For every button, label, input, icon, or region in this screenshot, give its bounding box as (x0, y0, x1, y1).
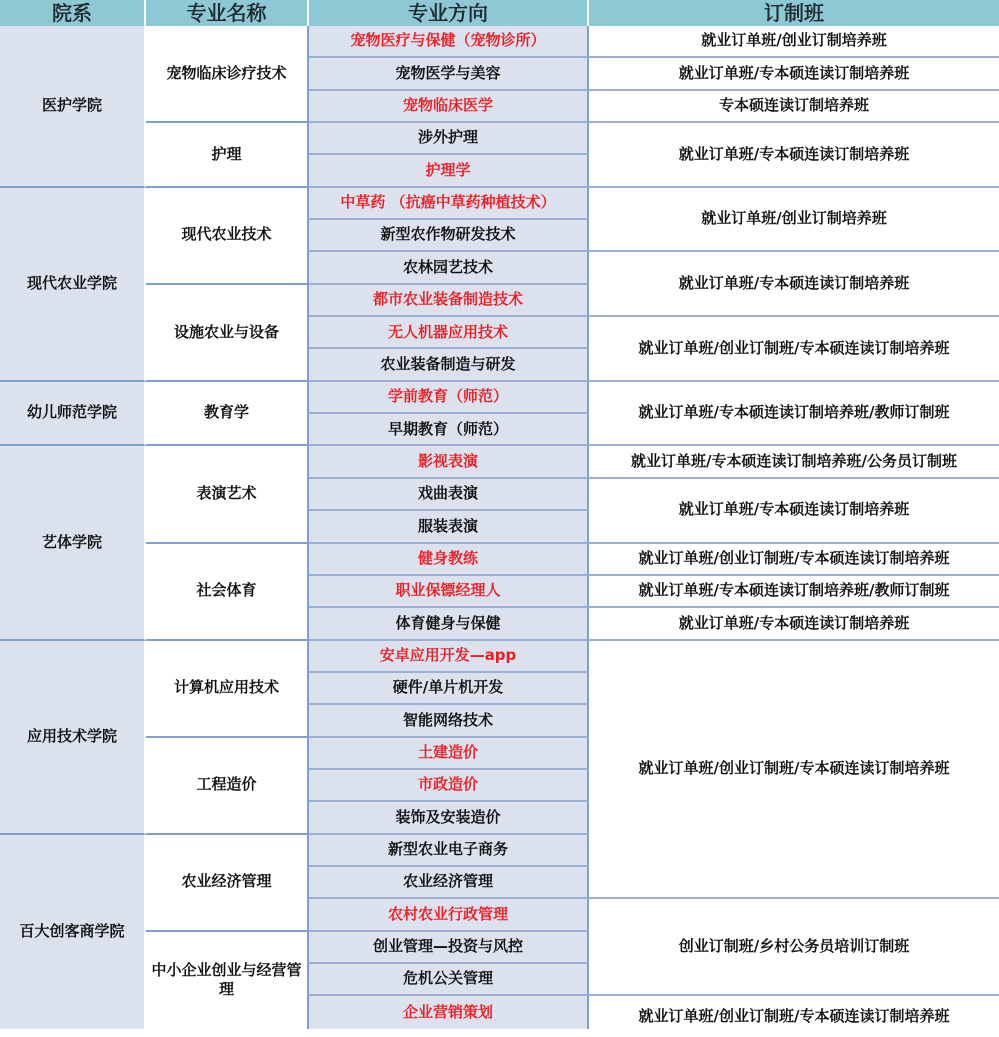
college-cell: 幼儿师范学院 (0, 382, 146, 447)
class-cell: 就业订单班/创业订制班/专本硕连读订制培养班 (589, 317, 999, 382)
direction-cell: 宠物医学与美容 (309, 58, 589, 90)
class-cell: 就业订单班/专本硕连读订制培养班 (589, 252, 999, 317)
major-cell: 护理 (146, 123, 309, 188)
direction-cell: 都市农业装备制造技术 (309, 285, 589, 317)
direction-cell: 农业装备制造与研发 (309, 349, 589, 381)
direction-cell: 健身教练 (309, 544, 589, 576)
major-cell: 表演艺术 (146, 446, 309, 543)
direction-cell: 无人机器应用技术 (309, 317, 589, 349)
college-cell: 艺体学院 (0, 446, 146, 640)
direction-cell: 市政造价 (309, 770, 589, 802)
direction-cell: 土建造价 (309, 738, 589, 770)
class-cell: 就业订单班/创业订制班/专本硕连读订制培养班 (589, 641, 999, 900)
direction-cell: 农林园艺技术 (309, 252, 589, 284)
direction-cell: 新型农业电子商务 (309, 835, 589, 867)
direction-cell: 宠物临床医学 (309, 91, 589, 123)
header-college: 院系 (0, 0, 146, 26)
class-cell: 就业订单班/专本硕连读订制培养班 (589, 608, 999, 640)
header-class: 订制班 (589, 0, 999, 26)
direction-cell: 创业管理—投资与风控 (309, 932, 589, 964)
major-cell: 计算机应用技术 (146, 641, 309, 738)
college-cell: 医护学院 (0, 26, 146, 188)
major-cell: 农业经济管理 (146, 835, 309, 932)
major-cell: 工程造价 (146, 738, 309, 835)
direction-cell: 装饰及安装造价 (309, 802, 589, 834)
major-cell: 现代农业技术 (146, 188, 309, 285)
direction-cell: 企业营销策划 (309, 996, 589, 1028)
major-cell: 社会体育 (146, 544, 309, 641)
class-cell: 就业订单班/创业订制班/专本硕连读订制培养班 (589, 544, 999, 576)
direction-cell: 职业保镖经理人 (309, 576, 589, 608)
direction-cell: 影视表演 (309, 446, 589, 478)
direction-cell: 危机公关管理 (309, 964, 589, 996)
major-cell: 宠物临床诊疗技术 (146, 26, 309, 123)
college-cell: 百大创客商学院 (0, 835, 146, 1029)
class-cell: 就业订单班/专本硕连读订制培养班/公务员订制班 (589, 446, 999, 478)
direction-cell: 服装表演 (309, 511, 589, 543)
class-cell: 就业订单班/专本硕连读订制培养班 (589, 123, 999, 188)
header-direction: 专业方向 (309, 0, 589, 26)
direction-cell: 智能网络技术 (309, 705, 589, 737)
class-cell: 就业订单班/专本硕连读订制培养班 (589, 479, 999, 544)
college-cell: 现代农业学院 (0, 188, 146, 382)
direction-cell: 涉外护理 (309, 123, 589, 155)
class-cell: 就业订单班/专本硕连读订制培养班/教师订制班 (589, 382, 999, 447)
direction-cell: 农村农业行政管理 (309, 899, 589, 931)
direction-cell: 安卓应用开发—app (309, 641, 589, 673)
direction-cell: 农业经济管理 (309, 867, 589, 899)
major-cell: 中小企业创业与经营管理 (146, 932, 309, 1029)
major-cell: 设施农业与设备 (146, 285, 309, 382)
direction-cell: 新型农作物研发技术 (309, 220, 589, 252)
direction-cell: 硬件/单片机开发 (309, 673, 589, 705)
college-cell: 应用技术学院 (0, 641, 146, 835)
class-cell: 专本硕连读订制培养班 (589, 91, 999, 123)
direction-cell: 中草药 （抗癌中草药种植技术） (309, 188, 589, 220)
direction-cell: 体育健身与保健 (309, 608, 589, 640)
class-cell: 就业订单班/创业订制培养班 (589, 188, 999, 253)
class-cell: 就业订单班/专本硕连读订制培养班/教师订制班 (589, 576, 999, 608)
class-cell: 就业订单班/专本硕连读订制培养班 (589, 58, 999, 90)
header-major: 专业名称 (146, 0, 309, 26)
class-cell: 创业订制班/乡村公务员培训订制班 (589, 899, 999, 996)
direction-cell: 护理学 (309, 155, 589, 187)
major-cell: 教育学 (146, 382, 309, 447)
direction-cell: 宠物医疗与保健（宠物诊所） (309, 26, 589, 58)
direction-cell: 学前教育（师范） (309, 382, 589, 414)
direction-cell: 戏曲表演 (309, 479, 589, 511)
class-cell: 就业订单班/创业订制班/专本硕连读订制培养班 (589, 996, 999, 1037)
class-cell: 就业订单班/创业订制培养班 (589, 26, 999, 58)
direction-cell: 早期教育（师范） (309, 414, 589, 446)
